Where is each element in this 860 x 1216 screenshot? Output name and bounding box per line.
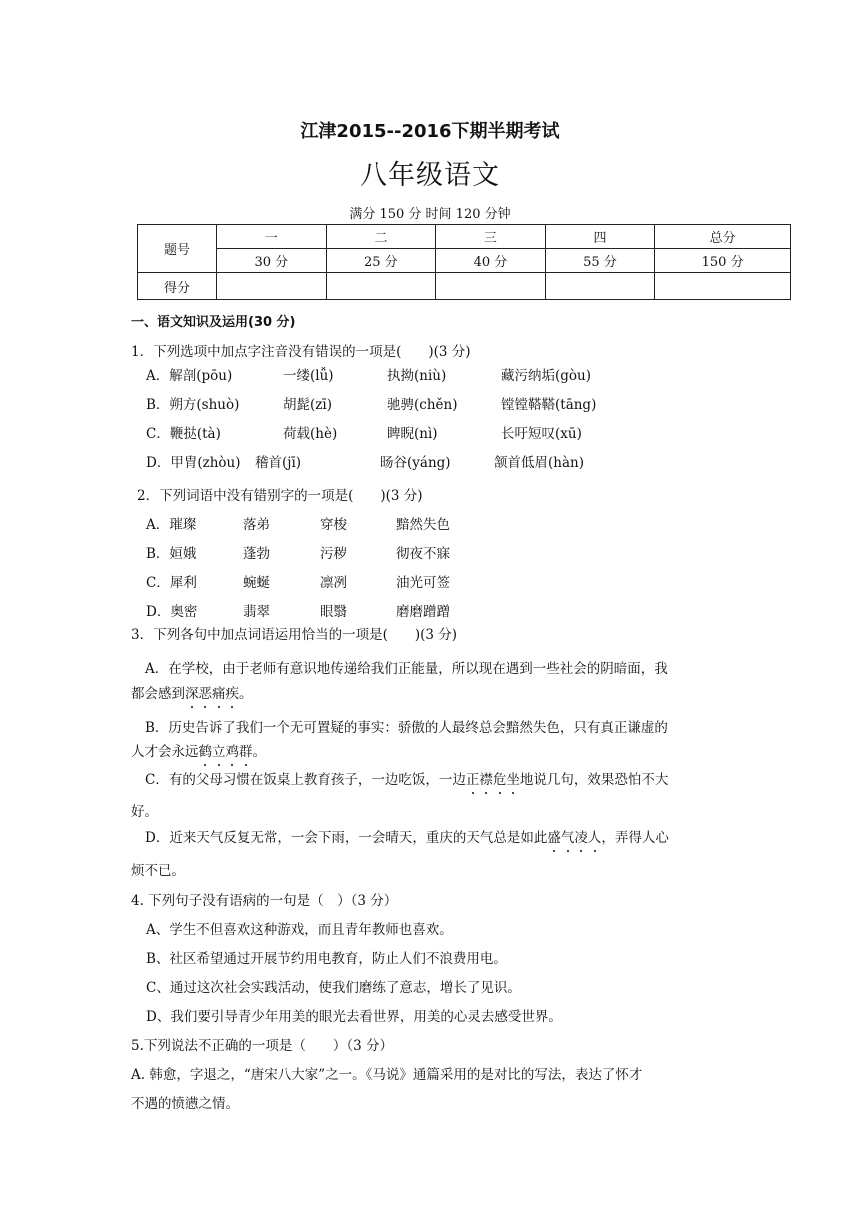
section-points: 30 分 [217, 249, 327, 273]
emphasis-char: 立 [212, 744, 226, 760]
q1-option: 胡髭(zī) [283, 397, 332, 413]
q3-text: 。 [239, 686, 253, 702]
emphasis-char: 恶 [198, 686, 212, 702]
q1-option: B．朔方(shuò) [146, 397, 240, 413]
score-cell[interactable] [655, 273, 791, 300]
emphasis-char: 鸡 [225, 744, 239, 760]
q3-text: 人才会永远 [131, 744, 199, 760]
section-points: 25 分 [326, 249, 436, 273]
emphasis-char: 正 [465, 772, 480, 788]
question-5-stem: 5.下列说法不正确的一项是（ ）（3 分） [131, 1038, 394, 1054]
question-3-stem: 3．下列各句中加点词语运用恰当的一项是( )(3 分) [131, 627, 458, 643]
q3-option-c [145, 771, 668, 789]
q1-option: 驰骋(chěn) [387, 397, 458, 413]
emphasis-char: 群 [239, 744, 253, 760]
score-cell[interactable] [545, 273, 655, 300]
q3-dotted-phrase [466, 772, 520, 788]
q1-option: 长吁短叹(xū) [501, 426, 582, 442]
q3-text: D．近来天气反复无常，一会下雨，一会晴天，重庆的天气总是如此 [145, 830, 548, 846]
q2-option: 翡翠 [243, 604, 270, 620]
exam-title: 江津2015--2016下期半期考试 [300, 121, 560, 142]
q3-text: 都会感到 [131, 686, 185, 702]
score-table [137, 224, 791, 300]
q1-option: 荷载(hè) [283, 426, 338, 442]
score-cell[interactable] [436, 273, 546, 300]
emphasis-char: 鹤 [198, 744, 212, 760]
row-label: 题号 [138, 225, 217, 273]
score-cell[interactable] [217, 273, 327, 300]
q2-option: 蜿蜒 [243, 575, 270, 591]
exam-subject: 八年级语文 [360, 160, 500, 191]
section-points: 55 分 [545, 249, 655, 273]
emphasis-char: 危 [492, 772, 507, 788]
q2-option: 蓬勃 [243, 546, 270, 562]
emphasis-char: 盛 [547, 830, 561, 846]
q2-option: D．奥密 [146, 604, 198, 620]
emphasis-char: 气 [560, 830, 575, 846]
exam-meta: 满分 150 分 时间 120 分钟 [349, 207, 511, 222]
q2-option: 眼翳 [320, 604, 347, 620]
q5-option-a-cont: 不遇的愤懑之情。 [131, 1096, 239, 1112]
q3-option-a: A．在学校，由于老师有意识地传递给我们正能量，所以现在遇到一些社会的阴暗面，我 [145, 661, 668, 677]
emphasis-char: 深 [185, 686, 199, 702]
q2-option: 凛冽 [320, 575, 347, 591]
q2-option: B．姮娥 [146, 546, 197, 562]
q1-option: 执拗(niù) [387, 368, 447, 384]
q5-option-a: A. 韩愈，字退之，“唐宋八大家”之一。《马说》通篇采用的是对比的写法，表达了怀才 [131, 1067, 643, 1083]
q1-option: 镗镗鞳鞳(tāng) [501, 397, 597, 413]
emphasis-char: 人 [587, 830, 602, 846]
q3-text: 。 [252, 744, 266, 760]
q3-option-c-cont: 好。 [131, 804, 158, 820]
q1-option: 旸谷(yáng) [380, 455, 451, 471]
q2-option: 落弟 [243, 517, 270, 533]
q3-dotted-phrase [547, 830, 601, 846]
q2-option: 黯然失色 [396, 517, 450, 533]
q1-option: 稽首(jī) [255, 455, 302, 471]
section-header: 总分 [655, 225, 791, 249]
section-points: 150 分 [655, 249, 791, 273]
q3-dotted-phrase [199, 744, 253, 760]
section-header: 四 [545, 225, 655, 249]
q3-text: ，弄得人心 [601, 830, 669, 846]
emphasis-char: 凌 [574, 830, 588, 846]
emphasis-char: 坐 [506, 772, 520, 788]
q2-option: 磨磨蹭蹭 [396, 604, 450, 620]
score-label: 得分 [138, 273, 217, 300]
q2-option: 油光可签 [396, 575, 450, 591]
q1-option: 颔首低眉(hàn) [494, 455, 584, 471]
q4-option: C、通过这次社会实践活动，使我们磨练了意志，增长了见识。 [146, 980, 521, 996]
score-cell[interactable] [326, 273, 436, 300]
q4-option: D、我们要引导青少年用美的眼光去看世界，用美的心灵去感受世界。 [146, 1009, 562, 1025]
q3-option-d [145, 829, 669, 847]
section-heading: 一、语文知识及运用(30 分) [131, 315, 296, 330]
section-header: 三 [436, 225, 546, 249]
question-2-stem: 2．下列词语中没有错别字的一项是( )(3 分) [137, 488, 423, 504]
section-header: 一 [217, 225, 327, 249]
q1-option: 睥睨(nì) [387, 426, 438, 442]
q2-option: 穿梭 [320, 517, 347, 533]
q3-dotted-phrase [185, 686, 239, 702]
emphasis-char: 襟 [479, 772, 493, 788]
q1-option: 藏污纳垢(gòu) [501, 368, 591, 384]
q1-option: C．鞭挞(tà) [146, 426, 221, 442]
emphasis-char: 疾 [225, 686, 239, 702]
q1-option: D．甲胄(zhòu) [146, 455, 241, 471]
q3-option-d-cont: 烦不已。 [131, 863, 185, 879]
q3-text: 地说几句，效果恐怕不大 [519, 772, 669, 788]
q4-option: B、社区希望通过开展节约用电教育，防止人们不浪费用电。 [146, 951, 507, 967]
question-4-stem: 4. 下列句子没有语病的一句是（ ）（3 分） [131, 893, 398, 909]
q2-option: 污秽 [320, 546, 347, 562]
section-points: 40 分 [436, 249, 546, 273]
q3-option-a-cont [131, 685, 253, 703]
q4-option: A、学生不但喜欢这种游戏，而且青年教师也喜欢。 [146, 922, 453, 938]
q3-text: C．有的父母习惯在饭桌上教育孩子，一边吃饭，一边 [145, 772, 466, 788]
q2-option: A．璀璨 [146, 517, 197, 533]
q1-option: A．解剖(pōu) [146, 368, 233, 384]
q2-option: C．犀利 [146, 575, 197, 591]
q3-option-b-cont [131, 743, 266, 761]
question-1-stem: 1．下列选项中加点字注音没有错误的一项是( )(3 分) [131, 344, 471, 360]
q3-option-b: B．历史告诉了我们一个无可置疑的事实：骄傲的人最终总会黯然失色，只有真正谦虚的 [145, 720, 668, 736]
emphasis-char: 痛 [212, 686, 226, 702]
q2-option: 彻夜不寐 [396, 546, 450, 562]
section-header: 二 [326, 225, 436, 249]
q1-option: 一缕(lǚ) [283, 368, 334, 384]
